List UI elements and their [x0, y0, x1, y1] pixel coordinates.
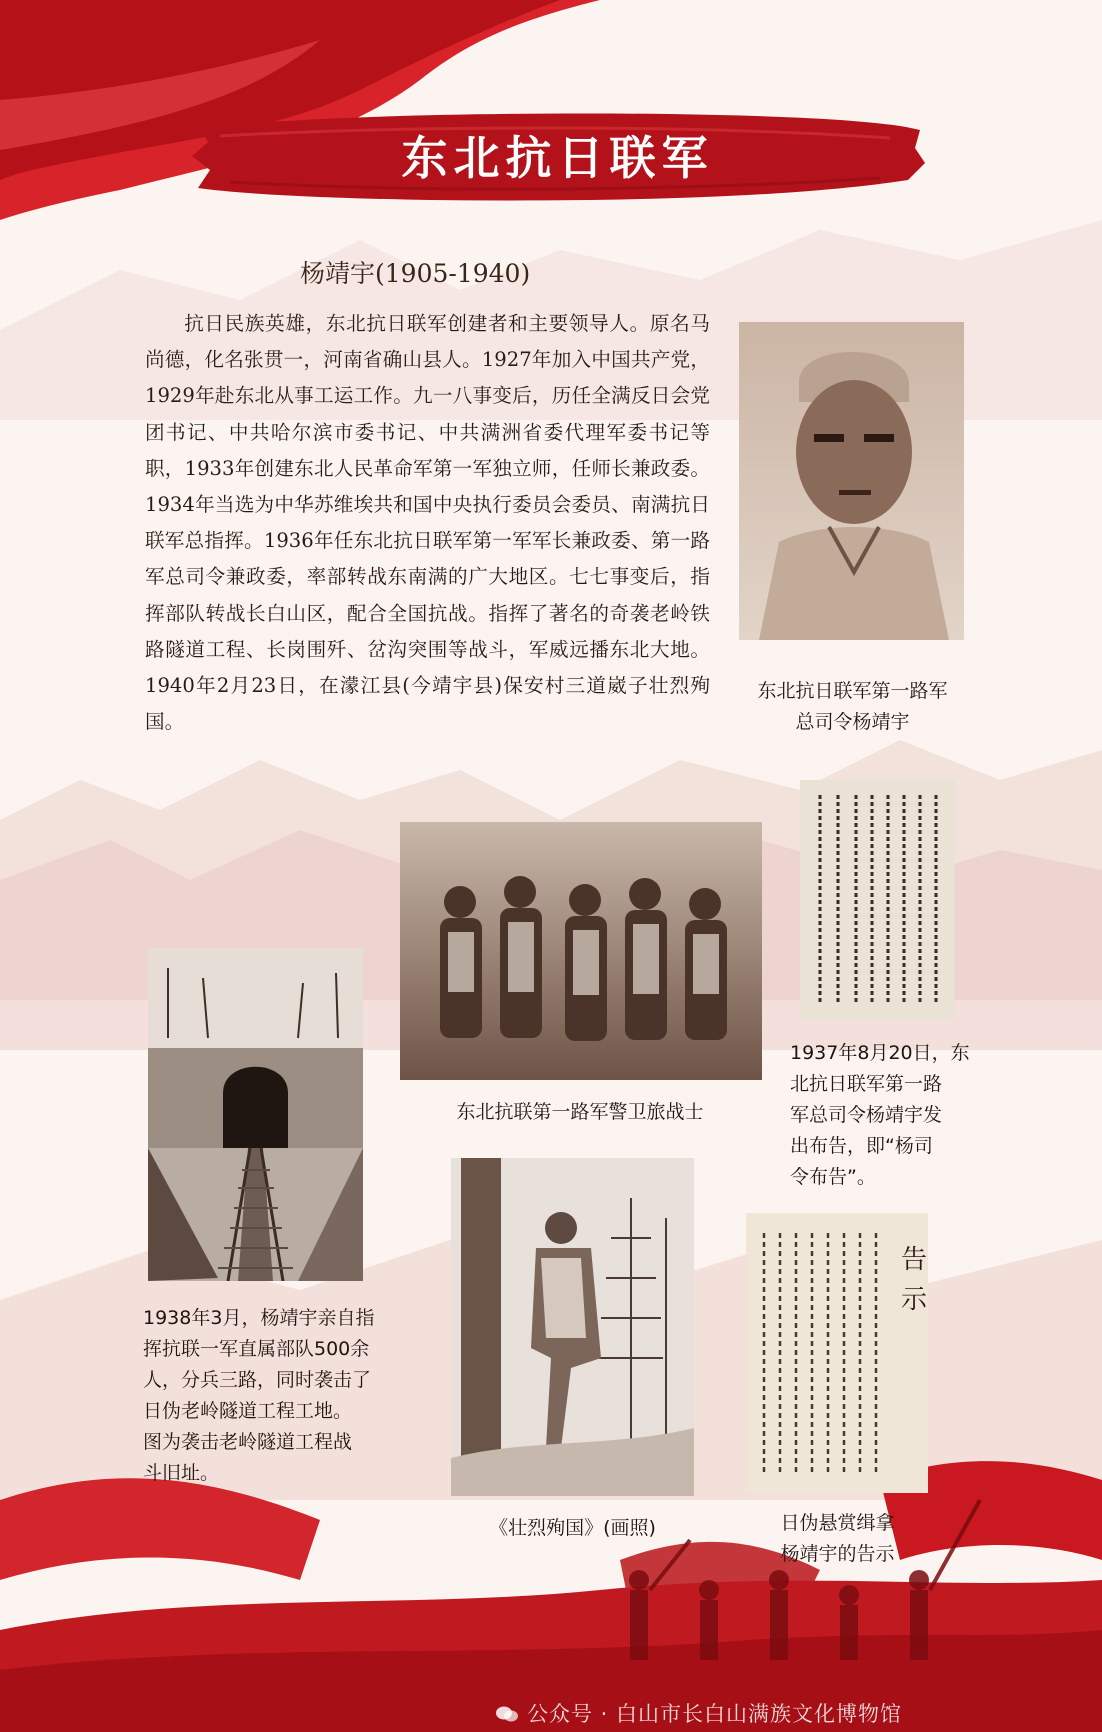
- wanted-notice-caption-line: 杨靖宇的告示: [780, 1543, 895, 1565]
- wanted-notice-caption-line: 日伪悬赏缉拿: [780, 1512, 895, 1534]
- proclamation-caption-line: 北抗日联军第一路: [790, 1073, 943, 1095]
- painting-photo: [451, 1158, 694, 1496]
- wanted-notice-caption: [725, 1508, 950, 1570]
- tunnel-caption-line: 图为袭击老岭隧道工程战: [143, 1431, 353, 1453]
- tunnel-caption-line: 人，分兵三路，同时袭击了: [143, 1369, 372, 1391]
- svg-text:示: 示: [901, 1285, 928, 1315]
- portrait-caption-line: 东北抗日联军第一路军: [757, 680, 948, 702]
- portrait-caption: [720, 676, 985, 738]
- tunnel-caption-line: 日伪老岭隧道工程工地。: [143, 1400, 353, 1422]
- wechat-icon: [495, 1705, 519, 1723]
- proclamation-caption-line: 出布告，即“杨司: [790, 1135, 933, 1157]
- portrait-caption-line: 总司令杨靖宇: [795, 711, 910, 733]
- watermark-text: [495, 1698, 902, 1728]
- biography-text: 抗日民族英雄，东北抗日联军创建者和主要领导人。原名马尚德，化名张贯一，河南省确山县人。1927年加入中国共产党，1929年赴东北从事工运工作。九一八事变后，历任全满反日会党团书记、中共哈尔滨市委书记、中共满洲省委代理军委书记等职，1933年创建东北人民革命军第一军独立师，任师长兼政委。1934年当选为中华苏维埃共和国中央执行委员会委员、南满抗日联军总指挥。1936年任东北抗日联军第一军军长兼政委、第一路军总司令兼政委，率部转战东南满的广大地区。七七事变后，指挥部队转战长白山区，配合全国抗战。指挥了著名的奇袭老岭铁路隧道工程、长岗围歼、岔沟突围等战斗，军威远播东北大地。1940年2月23日，在濛江县(今靖宇县)保安村三道崴子壮烈殉国。: [145, 312, 710, 734]
- tunnel-caption-line: 斗旧址。: [143, 1462, 220, 1484]
- portrait-photo: [739, 322, 964, 640]
- person-name-heading: 杨靖宇(1905-1940): [300, 259, 531, 288]
- page-title: 东北抗日联军: [401, 131, 714, 185]
- proclamation-document-photo: [800, 780, 955, 1020]
- tunnel-caption-line: 1938年3月，杨靖宇亲自指: [143, 1307, 375, 1329]
- tunnel-caption: [143, 1303, 413, 1489]
- soldiers-photo: [400, 822, 762, 1080]
- painting-caption: 《壮烈殉国》(画照): [489, 1517, 656, 1539]
- proclamation-caption-line: 1937年8月20日，东: [790, 1042, 970, 1064]
- tunnel-caption-line: 挥抗联一军直属部队500余: [143, 1338, 370, 1360]
- proclamation-caption-line: 军总司令杨靖宇发: [790, 1104, 943, 1126]
- soldiers-caption: 东北抗联第一路军警卫旅战士: [456, 1101, 704, 1123]
- wanted-notice-photo: [746, 1213, 928, 1493]
- proclamation-caption-line: 令布告”。: [790, 1166, 876, 1188]
- svg-text:告: 告: [901, 1245, 928, 1275]
- tunnel-photo: [148, 948, 363, 1281]
- watermark-label: 公众号 · 白山市长白山满族文化博物馆: [527, 1702, 903, 1726]
- proclamation-caption: [790, 1038, 975, 1193]
